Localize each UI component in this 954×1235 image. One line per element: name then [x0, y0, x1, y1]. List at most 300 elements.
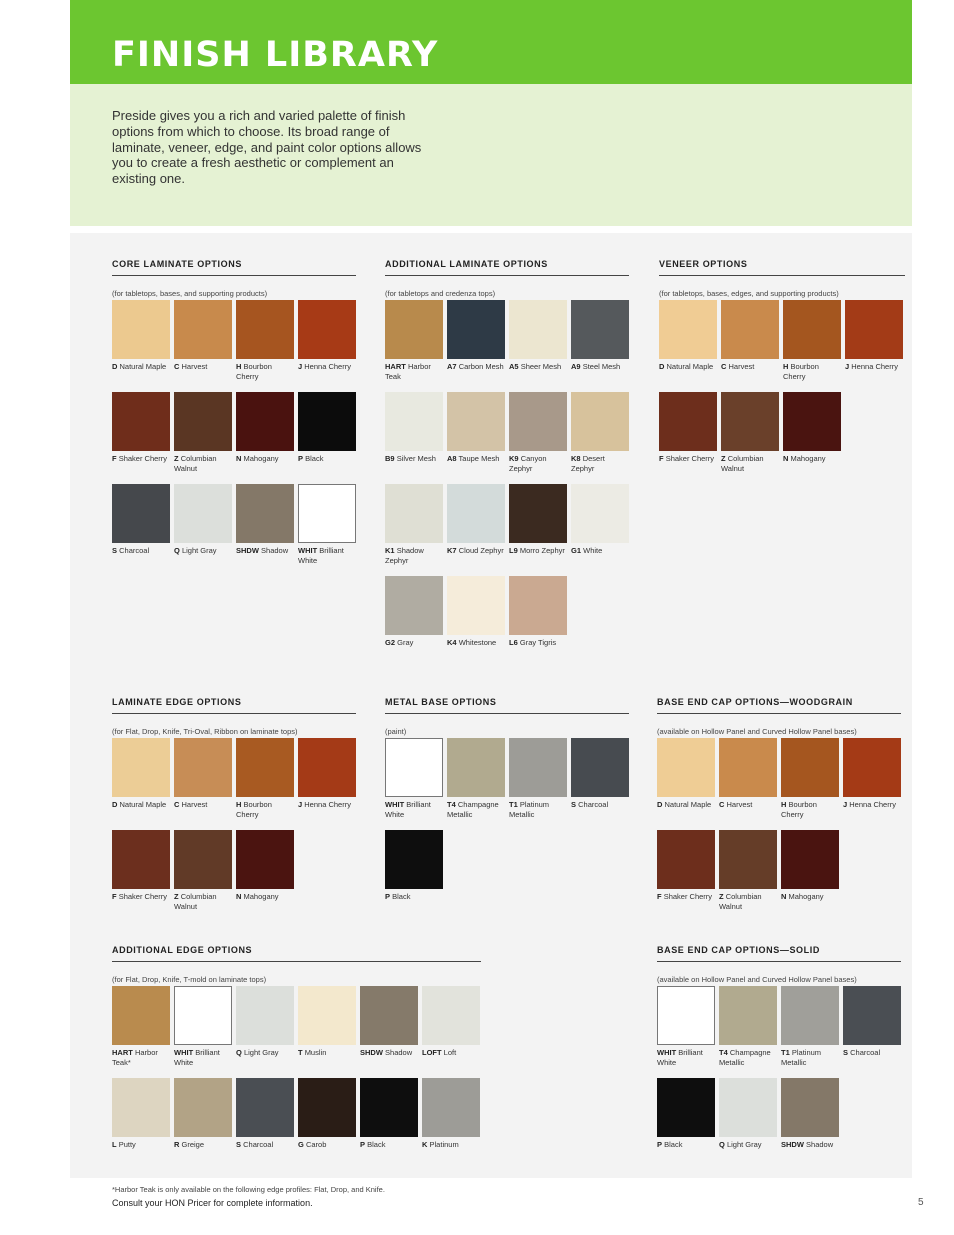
finish-code: D — [112, 800, 118, 809]
section-note: (available on Hollow Panel and Curved Hollow Panel bases) — [657, 975, 857, 984]
swatch-label — [174, 892, 232, 911]
finish-swatch — [781, 1078, 839, 1170]
intro-box — [70, 84, 912, 226]
finish-swatch — [781, 830, 839, 922]
finish-swatch — [447, 300, 505, 392]
finish-swatch — [236, 484, 294, 576]
finish-code: S — [112, 546, 118, 555]
finish-name: Gray Tigris — [519, 638, 557, 647]
section-core-laminate — [112, 258, 356, 576]
finish-name: Natural Maple — [119, 362, 167, 371]
finish-code: WHIT — [298, 546, 318, 555]
finish-name: Charcoal — [578, 800, 609, 809]
color-chip — [236, 830, 294, 889]
color-chip — [719, 738, 777, 797]
color-chip — [174, 986, 232, 1045]
finish-name: Bourbon Cherry — [783, 362, 819, 381]
finish-name: Bourbon Cherry — [236, 800, 272, 819]
swatch-grid — [385, 738, 629, 922]
color-chip — [385, 484, 443, 543]
swatch-label — [298, 546, 356, 565]
color-chip — [112, 300, 170, 359]
color-chip — [447, 738, 505, 797]
finish-swatch — [174, 1078, 232, 1170]
page-title: FINISH LIBRARY — [112, 35, 439, 75]
swatch-label — [174, 546, 232, 556]
finish-code: D — [657, 800, 663, 809]
finish-code: T1 — [509, 800, 518, 809]
finish-name: Mahogany — [243, 892, 279, 901]
finish-name: Bourbon Cherry — [781, 800, 817, 819]
finish-swatch — [385, 484, 443, 576]
finish-swatch — [509, 576, 567, 668]
swatch-label — [509, 362, 567, 372]
finish-code: G1 — [571, 546, 582, 555]
finish-name: Shaker Cherry — [118, 892, 168, 901]
finish-code: Z — [719, 892, 724, 901]
color-chip — [385, 830, 443, 889]
finish-name: Black — [367, 1140, 386, 1149]
swatch-label — [112, 800, 170, 810]
finish-name: Brilliant White — [385, 800, 431, 819]
swatch-label — [298, 1048, 356, 1058]
finish-code: B9 — [385, 454, 395, 463]
finish-swatch — [571, 484, 629, 576]
section-title: ADDITIONAL EDGE OPTIONS — [112, 944, 481, 962]
swatch-label — [843, 800, 901, 810]
swatch-label — [112, 362, 170, 372]
section-title: VENEER OPTIONS — [659, 258, 905, 276]
finish-name: Natural Maple — [666, 362, 714, 371]
color-chip — [571, 300, 629, 359]
finish-code: H — [783, 362, 789, 371]
finish-code: WHIT — [385, 800, 405, 809]
finish-swatch — [509, 392, 567, 484]
swatch-label — [509, 454, 567, 473]
finish-name: Carob — [305, 1140, 327, 1149]
finish-swatch — [385, 392, 443, 484]
finish-code: T4 — [447, 800, 456, 809]
finish-swatch — [112, 986, 170, 1078]
finish-code: N — [781, 892, 787, 901]
color-chip — [657, 986, 715, 1045]
finish-code: D — [112, 362, 118, 371]
finish-code: T4 — [719, 1048, 728, 1057]
color-chip — [298, 738, 356, 797]
finish-swatch — [509, 484, 567, 576]
swatch-label — [781, 892, 839, 902]
section-title: METAL BASE OPTIONS — [385, 696, 629, 714]
finish-swatch — [236, 986, 294, 1078]
finish-swatch — [385, 576, 443, 668]
finish-code: J — [298, 800, 303, 809]
finish-swatch — [783, 300, 841, 392]
section-title: BASE END CAP OPTIONS—SOLID — [657, 944, 901, 962]
finish-name: Gray — [397, 638, 414, 647]
color-chip — [721, 300, 779, 359]
swatch-label — [447, 362, 505, 372]
finish-code: L — [112, 1140, 117, 1149]
finish-code: P — [298, 454, 304, 463]
finish-name: Silver Mesh — [396, 454, 436, 463]
color-chip — [719, 986, 777, 1045]
section-laminate-edge — [112, 696, 356, 922]
swatch-label — [657, 1048, 715, 1067]
finish-code: A7 — [447, 362, 457, 371]
swatch-label — [298, 1140, 356, 1150]
finish-swatch — [112, 392, 170, 484]
swatch-label — [174, 800, 232, 810]
swatch-grid — [657, 738, 901, 922]
finish-swatch — [360, 986, 418, 1078]
finish-swatch — [447, 576, 505, 668]
color-chip — [447, 576, 505, 635]
finish-code: C — [719, 800, 725, 809]
swatch-label — [719, 1140, 777, 1150]
finish-swatch — [174, 830, 232, 922]
color-chip — [719, 830, 777, 889]
swatch-label — [719, 1048, 777, 1067]
finish-swatch — [843, 738, 901, 830]
finish-swatch — [298, 738, 356, 830]
color-chip — [781, 830, 839, 889]
finish-name: Sheer Mesh — [520, 362, 562, 371]
section-additional-laminate — [385, 258, 629, 668]
finish-swatch — [657, 830, 715, 922]
finish-code: P — [360, 1140, 366, 1149]
finish-swatch — [298, 1078, 356, 1170]
finish-name: Morro Zephyr — [519, 546, 565, 555]
swatch-label — [422, 1048, 480, 1058]
color-chip — [360, 986, 418, 1045]
finish-swatch — [571, 738, 629, 830]
finish-swatch — [781, 738, 839, 830]
section-note: (for tabletops, bases, and supporting products) — [112, 289, 268, 298]
color-chip — [385, 300, 443, 359]
finish-name: Putty — [118, 1140, 136, 1149]
color-chip — [174, 830, 232, 889]
finish-swatch — [719, 1078, 777, 1170]
swatch-label — [298, 800, 356, 810]
intro-text: Preside gives you a rich and varied palette of finish options from which to choose. Its broad range of laminate, veneer, edge, and paint color options allows you to create a fresh aesthetic or complement an existing one. — [112, 108, 422, 187]
swatch-label — [843, 1048, 901, 1058]
finish-swatch — [174, 392, 232, 484]
color-chip — [571, 738, 629, 797]
finish-name: White — [583, 546, 603, 555]
swatch-label — [509, 638, 567, 648]
finish-code: F — [112, 454, 117, 463]
finish-swatch — [422, 986, 480, 1078]
swatch-label — [571, 454, 629, 473]
finish-name: Loft — [443, 1048, 457, 1057]
color-chip — [236, 300, 294, 359]
finish-name: Natural Maple — [119, 800, 167, 809]
swatch-label — [385, 892, 443, 902]
finish-code: A9 — [571, 362, 581, 371]
finish-swatch — [174, 738, 232, 830]
swatch-grid — [657, 986, 901, 1170]
color-chip — [112, 1078, 170, 1137]
finish-name: Platinum Metallic — [509, 800, 550, 819]
finish-code: R — [174, 1140, 180, 1149]
swatch-label — [447, 800, 505, 819]
color-chip — [298, 986, 356, 1045]
finish-name: Light Gray — [243, 1048, 279, 1057]
finish-code: D — [659, 362, 665, 371]
finish-name: Charcoal — [850, 1048, 881, 1057]
finish-code: K1 — [385, 546, 395, 555]
color-chip — [236, 1078, 294, 1137]
swatch-label — [447, 546, 505, 556]
finish-swatch — [845, 300, 903, 392]
color-chip — [298, 392, 356, 451]
finish-code: L9 — [509, 546, 518, 555]
swatch-label — [236, 800, 294, 819]
finish-name: Platinum — [429, 1140, 459, 1149]
finish-swatch — [719, 986, 777, 1078]
finish-code: T — [298, 1048, 303, 1057]
color-chip — [657, 830, 715, 889]
swatch-label — [112, 1048, 170, 1067]
finish-swatch — [571, 300, 629, 392]
finish-code: Z — [174, 454, 179, 463]
finish-name: Columbian Walnut — [174, 892, 217, 911]
finish-name: Carbon Mesh — [458, 362, 504, 371]
swatch-label — [447, 638, 505, 648]
finish-code: J — [298, 362, 303, 371]
color-chip — [112, 484, 170, 543]
color-chip — [385, 392, 443, 451]
swatch-label — [298, 454, 356, 464]
finish-swatch — [112, 484, 170, 576]
color-chip — [843, 986, 901, 1045]
finish-code: F — [659, 454, 664, 463]
finish-name: Shadow — [385, 1048, 413, 1057]
color-chip — [112, 738, 170, 797]
finish-name: Champagne Metallic — [447, 800, 499, 819]
swatch-label — [385, 362, 443, 381]
color-chip — [719, 1078, 777, 1137]
finish-code: K8 — [571, 454, 581, 463]
finish-swatch — [659, 300, 717, 392]
section-title: ADDITIONAL LAMINATE OPTIONS — [385, 258, 629, 276]
swatch-label — [719, 892, 777, 911]
finish-swatch — [657, 738, 715, 830]
finish-code: WHIT — [657, 1048, 677, 1057]
finish-swatch — [781, 986, 839, 1078]
section-metal-base — [385, 696, 629, 922]
color-chip — [845, 300, 903, 359]
swatch-grid — [112, 738, 356, 922]
finish-code: SHDW — [781, 1140, 804, 1149]
finish-name: Columbian Walnut — [721, 454, 764, 473]
finish-name: Brilliant White — [657, 1048, 703, 1067]
section-note: (for tabletops, bases, edges, and supporting products) — [659, 289, 839, 298]
color-chip — [112, 986, 170, 1045]
finish-code: J — [845, 362, 850, 371]
finish-code: Q — [719, 1140, 725, 1149]
finish-swatch — [112, 738, 170, 830]
finish-code: P — [385, 892, 391, 901]
swatch-label — [845, 362, 903, 372]
finish-code: N — [236, 892, 242, 901]
finish-name: Henna Cherry — [304, 800, 351, 809]
finish-swatch — [236, 1078, 294, 1170]
swatch-grid — [659, 300, 905, 484]
page-number: 5 — [918, 1197, 924, 1208]
color-chip — [360, 1078, 418, 1137]
finish-name: Greige — [181, 1140, 205, 1149]
finish-name: Shaker Cherry — [663, 892, 713, 901]
finish-name: Brilliant White — [174, 1048, 220, 1067]
color-chip — [385, 576, 443, 635]
finish-name: Harvest — [181, 362, 208, 371]
finish-code: T1 — [781, 1048, 790, 1057]
finish-swatch — [112, 300, 170, 392]
finish-code: Z — [174, 892, 179, 901]
finish-name: Shadow Zephyr — [385, 546, 424, 565]
swatch-label — [385, 454, 443, 464]
swatch-label — [783, 454, 841, 464]
swatch-label — [571, 546, 629, 556]
section-additional-edge — [112, 944, 481, 1170]
color-chip — [657, 1078, 715, 1137]
swatch-label — [385, 546, 443, 565]
finish-name: Shadow — [806, 1140, 834, 1149]
finish-name: Bourbon Cherry — [236, 362, 272, 381]
swatch-label — [422, 1140, 480, 1150]
swatch-label — [112, 892, 170, 902]
finish-swatch — [422, 1078, 480, 1170]
finish-swatch — [447, 484, 505, 576]
finish-code: P — [657, 1140, 663, 1149]
swatch-label — [174, 362, 232, 372]
swatch-label — [447, 454, 505, 464]
finish-code: K — [422, 1140, 428, 1149]
color-chip — [236, 392, 294, 451]
finish-name: Charcoal — [243, 1140, 274, 1149]
color-chip — [509, 300, 567, 359]
color-chip — [659, 300, 717, 359]
color-chip — [659, 392, 717, 451]
finish-name: Black — [392, 892, 411, 901]
finish-code: H — [781, 800, 787, 809]
consult-note: Consult your HON Pricer for complete information. — [112, 1198, 313, 1208]
finish-name: Henna Cherry — [851, 362, 898, 371]
swatch-label — [509, 800, 567, 819]
finish-name: Shaker Cherry — [118, 454, 168, 463]
finish-swatch — [174, 484, 232, 576]
section-note: (for tabletops and credenza tops) — [385, 289, 496, 298]
finish-code: SHDW — [236, 546, 259, 555]
color-chip — [509, 484, 567, 543]
color-chip — [783, 300, 841, 359]
color-chip — [571, 484, 629, 543]
finish-swatch — [360, 1078, 418, 1170]
finish-swatch — [657, 1078, 715, 1170]
swatch-grid — [385, 300, 629, 668]
finish-name: Taupe Mesh — [458, 454, 500, 463]
swatch-label — [236, 454, 294, 464]
finish-swatch — [236, 392, 294, 484]
finish-code: HART — [385, 362, 406, 371]
finish-code: SHDW — [360, 1048, 383, 1057]
finish-code: J — [843, 800, 848, 809]
finish-swatch — [298, 484, 356, 576]
finish-name: Champagne Metallic — [719, 1048, 771, 1067]
swatch-label — [236, 362, 294, 381]
finish-name: Harvest — [181, 800, 208, 809]
swatch-label — [236, 892, 294, 902]
finish-swatch — [447, 392, 505, 484]
finish-swatch — [843, 986, 901, 1078]
finish-swatch — [509, 738, 567, 830]
swatch-label — [571, 362, 629, 372]
finish-name: Canyon Zephyr — [509, 454, 547, 473]
finish-code: S — [236, 1140, 242, 1149]
finish-swatch — [509, 300, 567, 392]
swatch-label — [721, 454, 779, 473]
finish-name: Cloud Zephyr — [458, 546, 504, 555]
section-note: (for Flat, Drop, Knife, Tri-Oval, Ribbon on laminate tops) — [112, 727, 298, 736]
finish-name: Steel Mesh — [582, 362, 621, 371]
finish-swatch — [571, 392, 629, 484]
finish-name: Shadow — [261, 546, 289, 555]
finish-name: Muslin — [304, 1048, 327, 1057]
color-chip — [447, 392, 505, 451]
swatch-label — [385, 638, 443, 648]
finish-code: H — [236, 800, 242, 809]
swatch-label — [360, 1048, 418, 1058]
finish-name: Light Gray — [181, 546, 217, 555]
finish-name: Harvest — [728, 362, 755, 371]
section-base-end-cap-woodgrain — [657, 696, 901, 922]
finish-name: Columbian Walnut — [719, 892, 762, 911]
swatch-label — [783, 362, 841, 381]
finish-swatch — [298, 392, 356, 484]
finish-swatch — [236, 830, 294, 922]
finish-name: Henna Cherry — [304, 362, 351, 371]
color-chip — [236, 738, 294, 797]
finish-swatch — [721, 392, 779, 484]
swatch-grid — [112, 300, 356, 576]
finish-code: K9 — [509, 454, 519, 463]
finish-code: K4 — [447, 638, 457, 647]
color-chip — [422, 986, 480, 1045]
finish-code: C — [721, 362, 727, 371]
swatch-label — [781, 800, 839, 819]
swatch-label — [659, 454, 717, 464]
finish-code: G2 — [385, 638, 396, 647]
finish-code: L6 — [509, 638, 518, 647]
finish-name: Mahogany — [243, 454, 279, 463]
finish-name: Charcoal — [119, 546, 150, 555]
color-chip — [174, 738, 232, 797]
swatch-label — [509, 546, 567, 556]
swatch-label — [174, 1048, 232, 1067]
finish-code: A5 — [509, 362, 519, 371]
section-title: LAMINATE EDGE OPTIONS — [112, 696, 356, 714]
finish-swatch — [112, 830, 170, 922]
swatch-label — [659, 362, 717, 372]
color-chip — [509, 392, 567, 451]
finish-name: Light Gray — [726, 1140, 762, 1149]
finish-name: Harvest — [726, 800, 753, 809]
swatch-label — [174, 1140, 232, 1150]
color-chip — [112, 392, 170, 451]
swatch-label — [112, 454, 170, 464]
finish-name: Whitestone — [458, 638, 497, 647]
